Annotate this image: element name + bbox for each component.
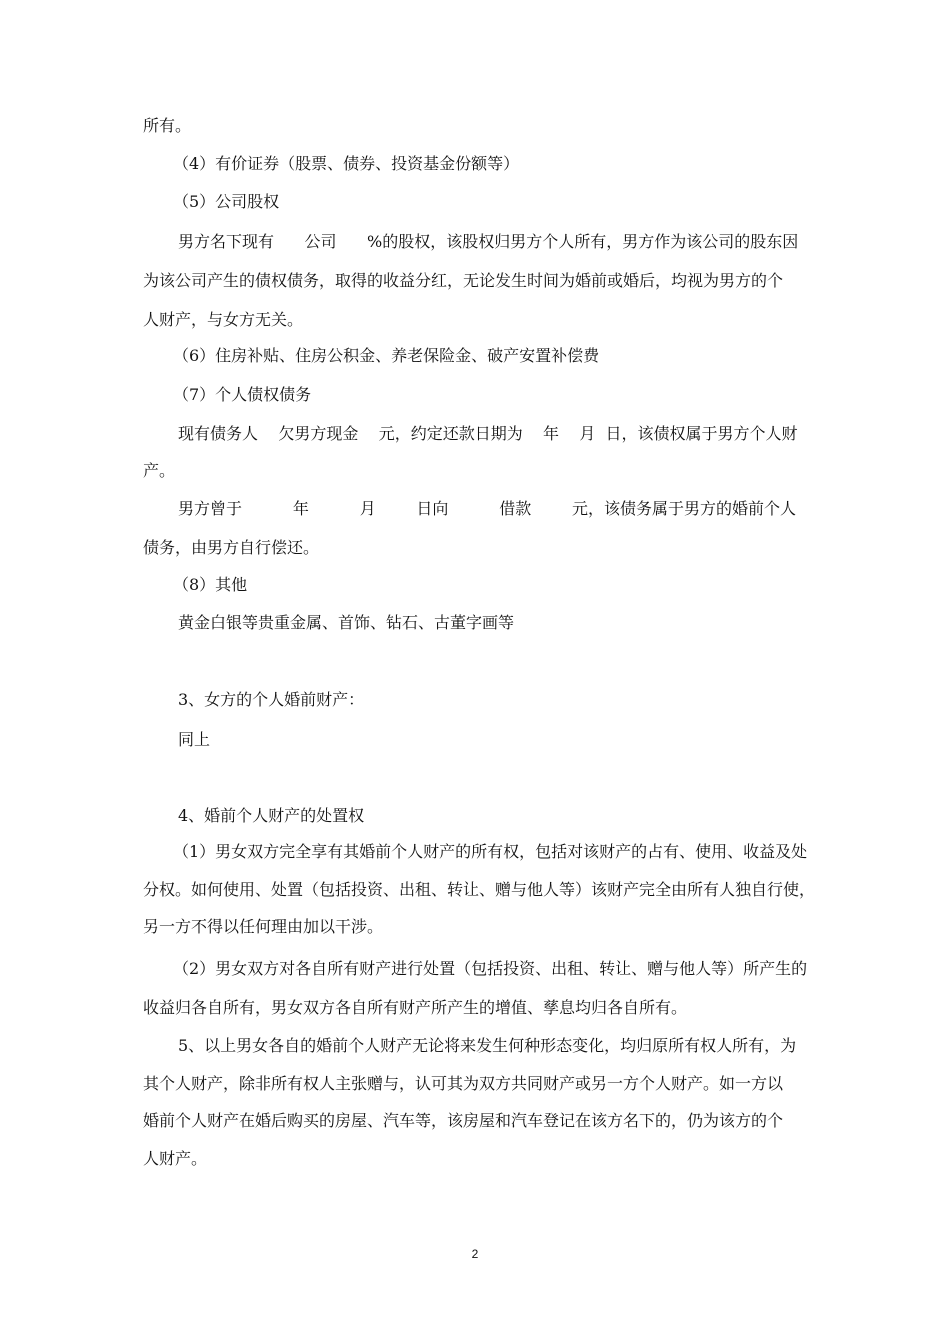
text-line: （5）公司股权 [173,192,280,211]
text-line: 其个人财产，除非所有权人主张赠与，认可其为双方共同财产或另一方个人财产。如一方以 [143,1074,784,1093]
section-heading: 5、以上男女各自的婚前个人财产无论将来发生何种形态变化，均归原所有权人所有，为 [178,1036,797,1055]
text-line: （2）男女双方对各自所有财产进行处置（包括投资、出租、转让、赠与他人等）所产生的 [173,959,808,978]
text-line: 为该公司产生的债权债务，取得的收益分红，无论发生时间为婚前或婚后，均视为男方的个 [143,271,784,290]
text-line: 男方名下现有 公司 %的股权，该股权归男方个人所有，男方作为该公司的股东因 [178,232,799,251]
text-line: （6）住房补贴、住房公积金、养老保险金、破产安置补偿费 [173,346,600,365]
text-line: （1）男女双方完全享有其婚前个人财产的所有权，包括对该财产的占有、使用、收益及处 [173,842,808,861]
text-line: 债务，由男方自行偿还。 [143,538,320,557]
text-line: 所有。 [143,116,192,135]
text-line: 人财产，与女方无关。 [143,310,304,329]
page-number: 2 [471,1247,479,1261]
text-line: 现有债务人 欠男方现金 元，约定还款日期为 年 月 日，该债权属于男方个人财 [178,424,798,443]
text-line: 人财产。 [143,1149,208,1168]
section-heading: 4、婚前个人财产的处置权 [178,806,365,825]
text-line: 另一方不得以任何理由加以干涉。 [143,917,384,936]
text-line: 同上 [178,730,211,749]
text-line: （7）个人债权债务 [173,385,312,404]
section-heading: 3、女方的个人婚前财产： [178,690,365,709]
text-line: （4）有价证券（股票、债券、投资基金份额等） [173,154,520,173]
text-line: 分权。如何使用、处置（包括投资、出租、转让、赠与他人等）该财产完全由所有人独自行使， [143,880,816,899]
text-line: 产。 [143,461,176,480]
text-line: 男方曾于 年 月 日向 借款 元，该债务属于男方的婚前个人 [178,499,796,518]
text-line: （8）其他 [173,575,248,594]
text-line: 婚前个人财产在婚后购买的房屋、汽车等，该房屋和汽车登记在该方名下的，仍为该方的个 [143,1111,784,1130]
text-line: 收益归各自所有，男女双方各自所有财产所产生的增值、孳息均归各自所有。 [143,998,688,1017]
text-line: 黄金白银等贵重金属、首饰、钻石、古董字画等 [178,613,515,632]
